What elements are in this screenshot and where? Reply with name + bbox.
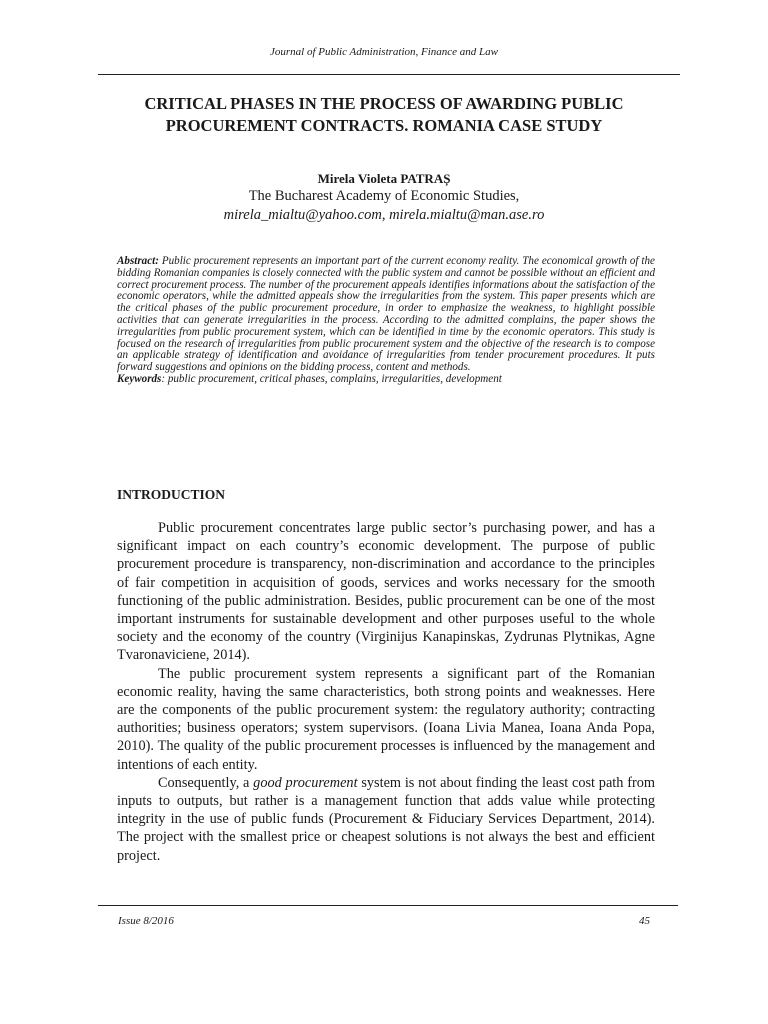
article-title-line-1: CRITICAL PHASES IN THE PROCESS OF AWARDING PUBLIC: [144, 94, 624, 113]
author-emails: mirela_mialtu@yahoo.com, mirela.mialtu@man.ase.ro: [223, 207, 545, 223]
keywords-text: : public procurement, critical phases, complains, irregularities, development: [161, 372, 502, 385]
abstract-label: Abstract:: [117, 255, 159, 267]
footer-page-number: 45: [639, 915, 650, 927]
article-title-line-2: PROCUREMENT CONTRACTS. ROMANIA CASE STUDY: [165, 116, 603, 135]
section-heading-introduction: INTRODUCTION: [117, 487, 226, 502]
journal-running-header: Journal of Public Administration, Finance and Law: [269, 46, 499, 58]
paragraph-text: Consequently, a: [158, 774, 254, 791]
body-paragraph: [117, 774, 655, 865]
abstract-block: [117, 256, 655, 386]
introduction-body: [117, 519, 655, 865]
keywords-paragraph: [117, 374, 655, 386]
keywords-label: Keywords: [117, 372, 162, 385]
header-rule: [98, 74, 680, 75]
author-name: Mirela Violeta PATRAȘ: [317, 171, 451, 186]
author-affiliation: The Bucharest Academy of Economic Studies,: [248, 188, 520, 204]
abstract-paragraph: [117, 256, 655, 374]
body-paragraph: Public procurement concentrates large public sector’s purchasing power, and has a significant impact on each country’s economic development. The purpose of public procurement procedure is transparency, non-discrimination and accordance to the principles of fair competition in acquisition of goods, services and works necessary for the smooth functioning of the public administration. Besides, public procurement can be one of the most important instruments for sustainable development and other purposes useful to the whole society and the economy of the country (Virginijus Kanapinskas, Zydrunas Plytnikas, Agne Tvaronaviciene, 2014).: [117, 520, 655, 664]
paragraph-text: system is not about finding the least cost path from inputs to outputs, but rather is a management function that adds value while protecting integrity in the use of public funds (Procurement & Fiduciary Services Department, 2014). The project with the smallest price or cheapest solutions is not always the best and efficient project.: [117, 774, 655, 864]
article-title: [100, 93, 668, 137]
body-paragraph: The public procurement system represents a significant part of the Romanian economic reality, having the same characteristics, both strong points and weaknesses. Here are the components of the public procurement system: the regulatory authority; contracting authorities; business operators; system supervisors. (Ioana Livia Manea, Ioana Anda Popa, 2010). The quality of the public procurement processes is influenced by the management and intentions of each entity.: [117, 665, 655, 773]
abstract-text: Public procurement represents an important part of the current economy reality. The economical growth of the bidding Romanian companies is closely connected with the public system and cannot be possible without an efficient and correct procurement process. The number of the procurement appeals identifies informations about the satisfaction of the economic operators, while the admitted appeals show the irregularities from the system. This paper presents which are the critical phases of the public procurement procedure, in order to emphasize the weakness, to highlight possible activities that can generate irregularities in the process. According to the admitted complains, the paper shows the irregularities from public procurement system, which can be identified in time by the economic operators. This study is focused on the research of irregularities from public procurement system and the objective of the research is to compose an applicable strategy of identification and avoidance of irregularities from tender procurement procedures. It puts forward suggestions and opinions on the bidding process, content and methods.: [117, 255, 655, 374]
footer-issue: Issue 8/2016: [118, 915, 174, 927]
footer-rule: [98, 905, 678, 906]
emphasized-term: good procurement: [253, 774, 358, 791]
